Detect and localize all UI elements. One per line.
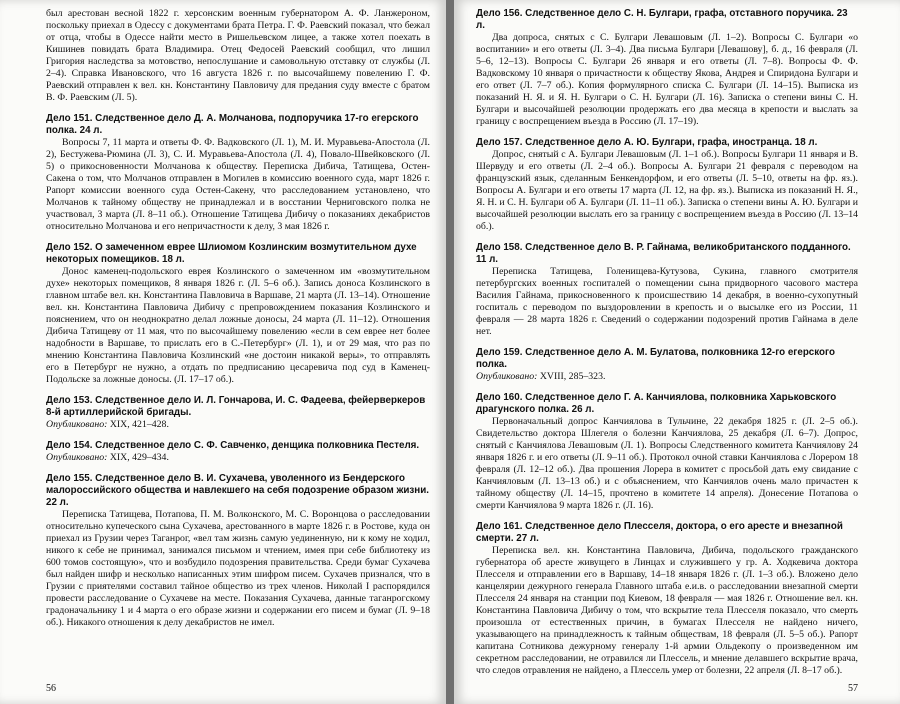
published-value: XVIII, 285–323.: [539, 371, 606, 382]
book-gutter: [446, 0, 454, 704]
right-entries: [476, 8, 858, 677]
case-heading: Дело 161. Следственное дело Плесселя, доктора, о его аресте и внезапной смерти. 27 л.: [476, 521, 843, 544]
case-entry: [46, 242, 430, 386]
published-note: [46, 452, 430, 464]
case-entry: [476, 242, 858, 338]
published-label: Опубликовано:: [476, 371, 538, 382]
case-entry: [476, 347, 858, 383]
case-description: Первоначальный допрос Канчиялова в Тульчине, 22 декабря 1825 г. (Л. 2–5 об.). Свидетельство доктора Шлегеля о болезни Канчиялова, 25 декабря (Л. 6–7). Допрос, снятый с Канчиялова Левашовым (Л. 1). Вопросы Следственного комитета Канчиялову 24 января 1826 г. и его ответы (Л. 9–11 об.). Протокол очной ставки Канчиялова с Лорером 18 февраля (Л. 12–12 об.). Два прошения Лорера в комитет с просьбой дать ему свидание с Канчияловым (Л. 13–13 об.) и с объяснением, что Канчиялов очень мало причастен к тайному обществу (Л. 14–15, прочтено в комитете 14 апреля). Донесение Потапова о смерти Канчиялова 9 марта 1826 г. (Л. 16).: [476, 416, 858, 511]
page-number-right: 57: [848, 683, 858, 694]
left-page: [0, 0, 446, 704]
published-note: [46, 419, 430, 431]
case-entry: [476, 137, 858, 233]
published-label: Опубликовано:: [46, 419, 108, 430]
case-entry: [476, 8, 858, 128]
published-value: XIX, 429–434.: [109, 452, 169, 463]
case-description: Донос каменец-подольского еврея Козлинского о замеченном им «возмутительном духе» некоторых помещиков, 8 января 1826 г. (Л. 5–6 об.). Запись доноса Козлинского в главном штабе вел. кн. Константина Павловича в Варшаве, 21 марта (Л. 13–14). Отношение вел. кн. Константина Павловича Дибичу с препровождением показания Козлинского и пояснением, что он неоднократно делал ложные доносы, 24 марта (Л. 11–12). Отношения Дибича Татищеву от 11 мая, что по высочайшему повелению «если в сем еврее нет более надобности в Варшаве, то прислать его в С.-Петербург» (Л. 1), и от 29 мая, что раз по мнению Константина Павловича Козлинский «не достоин никакой веры», то отправлять его в Петербург не нужно, а отдать по предписанию цесаревича под суд в Каменец-Подольске за ложные доносы. (Л. 17–17 об.).: [46, 266, 430, 385]
published-label: Опубликовано:: [46, 452, 108, 463]
page-number-left: 56: [46, 683, 56, 694]
case-heading: Дело 158. Следственное дело В. Р. Гайнама, великобританского подданного. 11 л.: [476, 242, 851, 265]
case-entry: [46, 113, 430, 233]
case-heading: Дело 157. Следственное дело А. Ю. Булгари, графа, иностранца. 18 л.: [476, 137, 818, 148]
case-entry: [476, 392, 858, 512]
case-entry: [46, 473, 430, 629]
case-description: Переписка вел. кн. Константина Павловича, Дибича, подольского гражданского губернатора об аресте живущего в Линцах и служившего у гр. А. Ходкевича доктора Плесселя и отправлении его в Варшаву, 14–18 января 1826 г. (Л. 1–3 об.). Вложено дело канцелярии дежурного генерала Главного штаба е.и.в. о расследовании внезапной смерти Плесселя 24 января на станции под Киевом, 18 февраля — мая 1826 г. Отношение вел. кн. Константина Павловича Дибичу о том, что вскрытие тела Плесселя показало, что смерть произошла от естественных причин, в бумагах Плесселя не найдено ничего, указывающего на принадлежность к тайным обществам, 18 февраля (Л. 5–5 об.). Рапорт капитана Сотникова дежурному генералу 1-й армии Ольдекопу о произведенном им секретном расследовании, не отравился ли Плессель, и мнение делавшего вскрытие врача, что следов отравления не найдено, а Плессель умер от болезни, 22 апреля (Л. 8–17 об.).: [476, 545, 858, 676]
case-heading: Дело 156. Следственное дело С. Н. Булгари, графа, отставного поручика. 23 л.: [476, 8, 848, 31]
case-entry: [46, 440, 430, 464]
case-entry: [476, 521, 858, 677]
case-heading: Дело 160. Следственное дело Г. А. Канчиялова, полковника Харьковского драгунского полка. 26 л.: [476, 392, 837, 415]
case-description: Вопросы 7, 11 марта и ответы Ф. Ф. Вадковского (Л. 1), М. И. Муравьева-Апостола (Л. 2), Бестужева-Рюмина (Л. 3), С. И. Муравьева-Апостола (Л. 4), Повало-Швейковского (Л. 5) о прикосновенности Молчанова к обществу. Переписка Дибича, Татищева, Остен-Сакена о том, что Молчанов отправлен в Могилев в комиссию военного суда, март 1826 г. Рапорт комиссии военного суда Остен-Сакену, что расследованием установлено, что Молчанов к тайному обществу не принадлежал и в восстании Черниговского полка не участвовал, 3 марта (Л. 8–11 об.). Отношение Татищева Дибичу о показаниях декабристов относительно Молчанова и его непричастности к делу, 3 мая 1826 г.: [46, 137, 430, 232]
case-heading: Дело 151. Следственное дело Д. А. Молчанова, подпоручика 17-го егерского полка. 24 л.: [46, 113, 419, 136]
case-description: Переписка Татищева, Голенищева-Кутузова, Сукина, главного смотрителя петербургских военных госпиталей о помещении сына придворного часового мастера Василия Гайнама, прикосновенного к происшествию 14 декабря, в военно-сухопутный госпиталь с переводом по выздоровлении в крепость и о высылке его из России, 11 февраля — 28 марта 1826 г. Сведений о содержании подозрений против Гайнама в деле нет.: [476, 266, 858, 337]
right-page: [454, 0, 900, 704]
case-heading: Дело 152. О замеченном еврее Шлиомом Козлинским возмутительном духе некоторых помещиков. 18 л.: [46, 242, 417, 265]
case-heading: Дело 159. Следственное дело А. М. Булатова, полковника 12-го егерского полка.: [476, 347, 835, 370]
published-value: XIX, 421–428.: [109, 419, 169, 430]
case-description: Переписка Татищева, Потапова, П. М. Волконского, М. С. Воронцова о расследовании относительно купеческого сына Сухачева, арестованного в марте 1826 г. в Ростове, куда он приехал из Грузии через Таганрог, «вел там жизнь самую уединенную, ни к кому не ходил, никого к себе не принимал, занимался письмом и чтением, имея при себе библиотеку из 600 томов состоящую», что и возбудило подозрения правительства. Среди бумаг Сухачева был найден шифр и несколько написанных этим шифром писем. Сухачев признался, что в Грузии с приятелями составил тайное общество из трех членов. Николай I распорядился провести расследование о Сухачеве на месте. Показания Сухачева, данные таганрогскому градоначальнику 1 и 4 марта о его образе жизни и содержании его писем и бумаг (Л. 9–18 об.). Никакого отношения к делу декабристов не имел.: [46, 509, 430, 628]
case-description: Два допроса, снятых с С. Булгари Левашовым (Л. 1–2). Вопросы С. Булгари «о воспитании» и его ответы (Л. 3–4). Два письма Булгари [Левашову], б. д., 16 февраля (Л. 5–6, 12–13). Вопросы С. Булгари 26 января и его ответы (Л. 7–8). Вопросы Ф. Ф. Вадковскому 10 января о причастности к обществу Якова, Андрея и Спиридона Булгари и его ответ (Л. 7–7 об.). Копия формулярного списка С. Булгари (Л. 14–15). Выписка из показаний Н. Я. и Я. Н. Булгари о С. Н. Булгари (Л. 16). Записка о степени вины С. Н. Булгари и высочайшей резолюции продержать его два месяца в крепости и выслать за границу с воспрещением въезда в Россию (Л. 17–19).: [476, 32, 858, 127]
continuation-text: был арестован весной 1822 г. херсонским военным губернатором А. Ф. Ланжероном, поскольку приехал в Одессу с документами брата Петра. Г. Ф. Раевский показал, что бежал от отца, чтобы в Одессе найти место в Ришельевском лицее, а также хотел поехать в Кишинев повидать брата Владимира. Отец Федосей Раевский сообщил, что лишил Григория наследства за мотовство, непослушание и самовольную отставку от службы (Л. 2–4). Справка Ивановского, что 16 августа 1826 г. по высочайшему повелению Г. Ф. Раевский отправлен к вел. кн. Константину Павловичу для предания суду вместе с братом В. Ф. Раевским (Л. 5).: [46, 8, 430, 103]
left-entries: [46, 113, 430, 629]
case-heading: Дело 153. Следственное дело И. Л. Гончарова, И. С. Фадеева, фейерверкеров 8-й артиллерийской бригады.: [46, 395, 426, 418]
case-entry: [46, 395, 430, 431]
published-note: [476, 371, 858, 383]
case-heading: Дело 155. Следственное дело В. И. Сухачева, уволенного из Бендерского малороссийского общества и навлекшего на себя подозрение образом жизни. 22 л.: [46, 473, 429, 508]
case-description: Допрос, снятый с А. Булгари Левашовым (Л. 1–1 об.). Вопросы Булгари 11 января и В. Шервуду и его ответы (Л. 2–4 об.). Вопросы А. Булгари 21 февраля с переводом на французский язык, сделанным Бенкендорфом, и его ответы (Л. 5–10, ответы на фр. яз.). Вопросы А. Булгари и его ответы 17 марта (Л. 12, на фр. яз.). Выписка из показаний Н. Я., Я. Н. и С. Н. Булгари об А. Булгари (Л. 11–11 об.). Записка о степени вины А. Ю. Булгари и высочайшей резолюции выслать его за границу с воспрещением въезда в Россию (Л. 13–14 об.).: [476, 149, 858, 232]
case-heading: Дело 154. Следственное дело С. Ф. Савченко, денщика полковника Пестеля.: [46, 440, 420, 451]
